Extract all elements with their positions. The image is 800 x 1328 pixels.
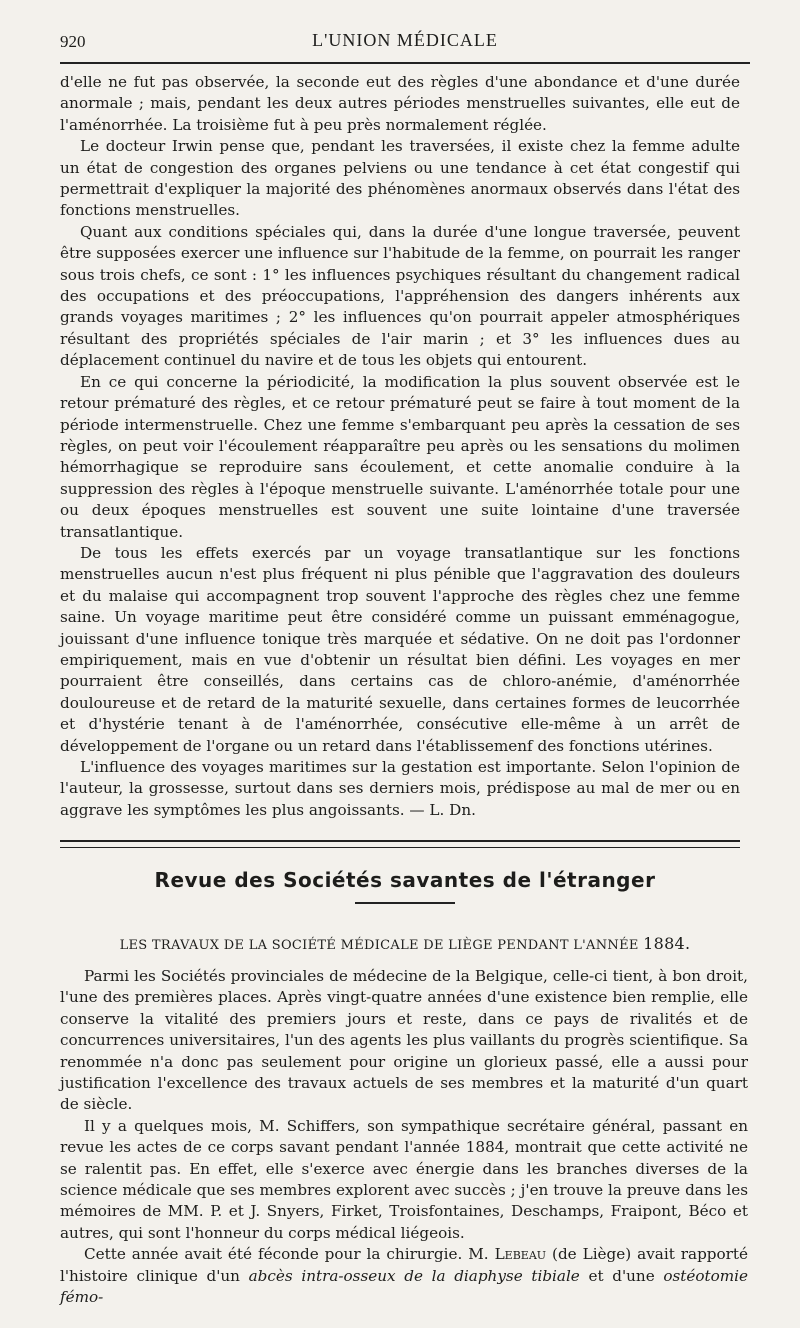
text-run: (de Liège) avait rapporté l'histoire clinique d'un [60,1245,749,1285]
article-paragraph: De tous les effets exercés par un voyage transatlantique sur les fonctions menstruelles aucun n'est plus fréquent ni plus pénible que l'aggravation des douleurs et du malaise qui accompagnent trop souvent l'approche des règles chez une femme saine. Un voyage maritime peut être considéré comme un puissant emménagogue, jouissant d'une influence tonique très marquée et sédative. On ne doit pas l'ordonner empiriquement, mais en vue d'obtenir un résultat bien défini. Les voyages en mer pourraient être conseillés, dans certains cas de chloro-anémie, d'aménorrhée douloureuse et de retard de la maturité sexuelle, dans certaines formes de leucorrhée et d'hystérie tenant à de l'aménorrhée, consécutive elle-même à un arrêt de développement de l'organe ou un retard dans l'établissemenf des fonctions utérines. [60,543,740,755]
author-name: Lebeau [494,1245,547,1264]
section-paragraph: Il y a quelques mois, M. Schiffers, son sympathique secrétaire général, passant en revue les actes de ce corps savant pendant l'année 1884, montrait que cette activité ne se ralentit pas. En effet, elle s'exerce avec énergie dans les branches diverses de la science médicale que ses membres explorent avec succès ; j'en trouve la preuve dans les mémoires de MM. P. et J. Snyers, Firket, Troisfontaines, Deschamps, Fraipont, Béco et autres, qui sont l'honneur du corps médical liégeois. [60,1116,748,1242]
section-paragraph-last [60,1244,748,1308]
running-header [60,30,750,60]
text-run: et d'une [588,1266,655,1285]
article-paragraph: d'elle ne fut pas observée, la seconde eut des règles d'une abondance et d'une durée anormale ; mais, pendant les deux autres périodes menstruelles suivantes, elle eut de l'aménorrhée. La troisième fut à peu près normalement réglée. [60,73,740,134]
article-paragraph: Le docteur Irwin pense que, pendant les traversées, il existe chez la femme adulte un état de congestion des organes pelviens ou une tendance à cet état congestif qui permettrait d'expliquer la majorité des phénomènes anormaux observés dans l'état des fonctions menstruelles. [60,137,740,220]
journal-title: L'UNION MÉDICALE [312,30,498,50]
subtitle-text: LES TRAVAUX DE LA SOCIÉTÉ MÉDICALE DE LIÈGE PENDANT L'ANNÉE [119,938,639,953]
article-paragraph: L'influence des voyages maritimes sur la gestation est importante. Selon l'opinion de l'auteur, la grossesse, surtout dans ses derniers mois, prédispose au mal de mer ou en aggrave les symptômes les plus angoissants. — L. Dn. [60,758,740,819]
article-body [60,72,740,821]
header-rule [60,62,750,64]
title-underline [355,902,455,904]
section-paragraph: Parmi les Sociétés provinciales de médecine de la Belgique, celle-ci tient, à bon droit, l'une des premières places. Après vingt-quatre années d'une existence bien remplie, elle conserve la vitalité des premiers jours et reste, dans ce pays de rivalités et de concurrences universitaires, l'un des agents les plus vaillants du progrès scientifique. Sa renommée n'a donc pas seulement pour origine un glorieux passé, elle a aussi pour justification l'excellence des travaux actuels de ses membres et la maturité d'un quart de siècle. [60,967,748,1114]
article-paragraph: En ce qui concerne la périodicité, la modification la plus souvent observée est le retour prématuré des règles, et ce retour prématuré peut se faire à tout moment de la période intermenstruelle. Chez une femme s'embarquant peu après la cessation de ses règles, on peut voir l'écoulement réapparaître peu après ou les sensations du molimen hémorrhagique se reproduire sans écoulement, et cette anomalie conduire à la suppression des règles à l'époque menstruelle suivante. L'aménorrhée totale pour une ou deux époques menstruelles est souvent une suite lointaine d'une traversée transatlantique. [60,372,740,541]
subtitle-year: 1884. [643,934,691,953]
text-run: Cette année avait été féconde pour la chirurgie. M. [84,1245,489,1264]
page-number: 920 [60,32,86,51]
section-body [60,966,748,1309]
italic-term: abcès intra-osseux de la diaphyse tibiale [248,1266,580,1285]
article-paragraph: Quant aux conditions spéciales qui, dans la durée d'une longue traversée, peuvent être supposées exercer une influence sur l'habitude de la femme, on pourrait les ranger sous trois chefs, ce sont : 1° les influences psychiques résultant du changement radical des occupations et des préoccupations, l'appréhension des dangers inhérents aux grands voyages maritimes ; 2° les influences qu'on pourrait appeler atmosphériques résultant des propriétés spéciales de l'air marin ; et 3° les influences dues au déplacement continuel du navire et de tous les objets qui entourent. [60,222,740,370]
section-divider [60,840,740,848]
section-title: Revue des Sociétés savantes de l'étranger [154,868,656,892]
section-subtitle [60,934,750,953]
italic-term: ostéotomie fémo- [60,1266,749,1307]
